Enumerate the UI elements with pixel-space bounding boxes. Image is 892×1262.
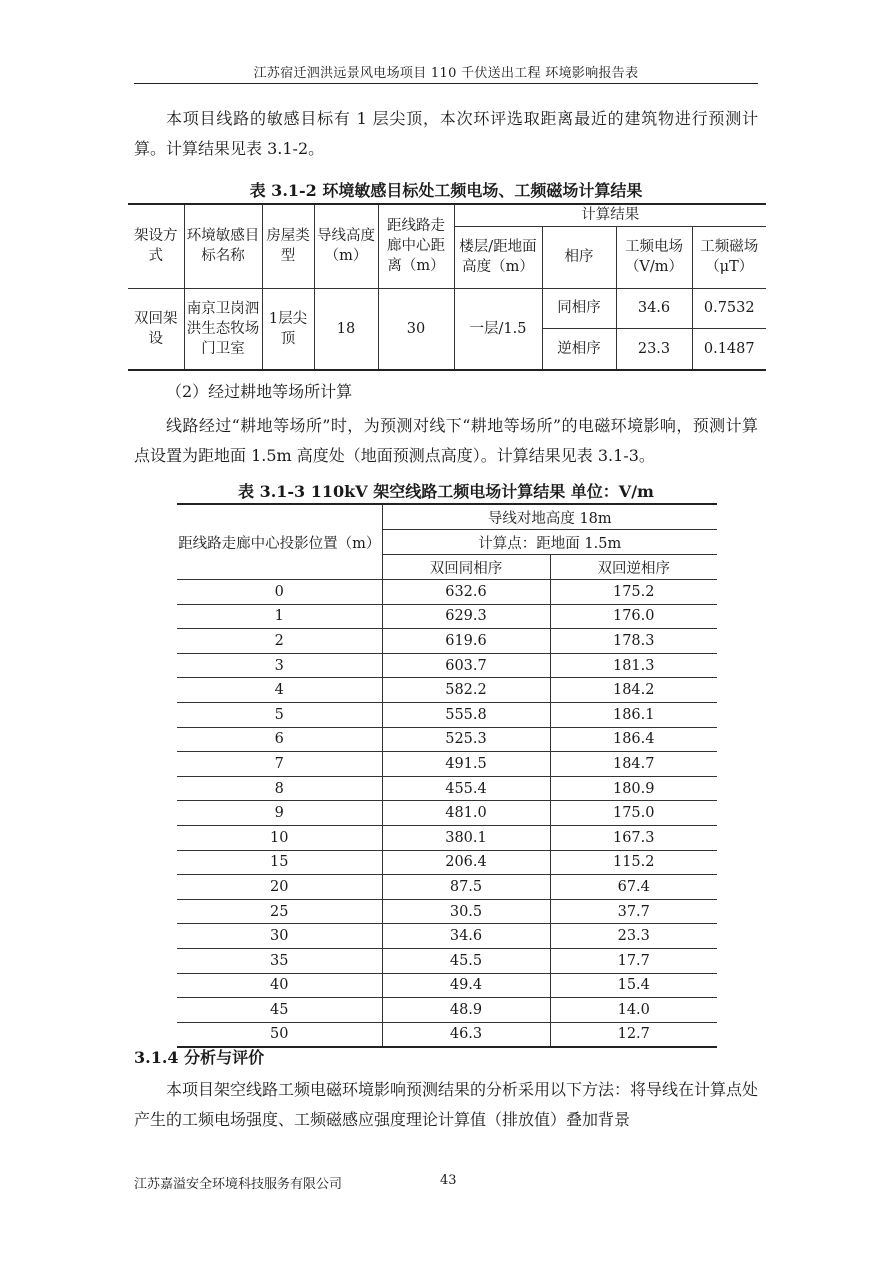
table-row xyxy=(177,752,717,777)
cell-same-phase: 455.4 xyxy=(382,776,550,801)
th-position: 距线路走廊中心投影位置（m） xyxy=(177,504,382,580)
analysis-paragraph: 本项目架空线路工频电磁环境影响预测结果的分析采用以下方法：将导线在计算点处产生的工频电场强度、工频磁感应强度理论计算值（排放值）叠加背景 xyxy=(134,1080,759,1129)
intro-paragraph: 本项目线路的敏感目标有 1 层尖顶，本次环评选取距离最近的建筑物进行预测计算。计算结果见表 3.1-2。 xyxy=(134,109,758,158)
sub2-heading: （2）经过耕地等场所计算 xyxy=(166,382,353,401)
cell-reverse-phase: 180.9 xyxy=(550,776,717,801)
header-rule xyxy=(134,83,758,84)
table-row xyxy=(177,629,717,654)
th-line-height: 导线对地高度 18m xyxy=(382,504,717,530)
cell-position: 6 xyxy=(177,727,382,752)
section-title: 3.1.4 分析与评价 xyxy=(134,1048,265,1067)
table-row xyxy=(177,801,717,826)
cell-same-phase: 380.1 xyxy=(382,825,550,850)
th-floor: 楼层/距地面高度（m） xyxy=(454,226,542,288)
table-row xyxy=(177,899,717,924)
table-row xyxy=(177,580,717,605)
th-distance: 距线路走廊中心距离（m） xyxy=(378,204,454,288)
cell-same-phase: 87.5 xyxy=(382,875,550,900)
cell-same-phase: 619.6 xyxy=(382,629,550,654)
th-reverse-phase: 双回逆相序 xyxy=(550,555,717,580)
cell-same-phase: 49.4 xyxy=(382,973,550,998)
cell-reverse-phase: 15.4 xyxy=(550,973,717,998)
table2-caption: 表 3.1-3 110kV 架空线路工频电场计算结果 单位：V/m xyxy=(238,482,654,501)
cell-same-phase: 30.5 xyxy=(382,899,550,924)
table-row xyxy=(177,653,717,678)
sub2-paragraph: 线路经过“耕地等场所”时，为预测对线下“耕地等场所”的电磁环境影响，预测计算点设置为距地面 1.5m 高度处（地面预测点高度）。计算结果见表 3.1-3。 xyxy=(134,416,758,465)
cell-position: 8 xyxy=(177,776,382,801)
cell-reverse-phase: 178.3 xyxy=(550,629,717,654)
cell-reverse-phase: 23.3 xyxy=(550,924,717,949)
cell-distance: 30 xyxy=(378,288,454,370)
cell-position: 10 xyxy=(177,825,382,850)
cell-position: 3 xyxy=(177,653,382,678)
cell-reverse-phase: 37.7 xyxy=(550,899,717,924)
cell-phase-1: 同相序 xyxy=(542,288,616,328)
cell-position: 9 xyxy=(177,801,382,826)
cell-same-phase: 582.2 xyxy=(382,678,550,703)
th-bfield: 工频磁场（μT） xyxy=(692,226,766,288)
footer-company: 江苏嘉溢安全环境科技服务有限公司 xyxy=(134,1177,343,1192)
cell-erection: 双回架设 xyxy=(128,288,184,370)
cell-position: 2 xyxy=(177,629,382,654)
cell-floor: 一层/1.5 xyxy=(454,288,542,370)
cell-position: 50 xyxy=(177,1022,382,1047)
th-height: 导线高度（m） xyxy=(314,204,378,288)
page-number: 43 xyxy=(440,1173,457,1188)
cell-position: 45 xyxy=(177,998,382,1023)
cell-same-phase: 603.7 xyxy=(382,653,550,678)
table-row xyxy=(177,678,717,703)
th-erection: 架设方式 xyxy=(128,204,184,288)
table-row xyxy=(177,776,717,801)
cell-reverse-phase: 184.7 xyxy=(550,752,717,777)
cell-same-phase: 491.5 xyxy=(382,752,550,777)
th-same-phase: 双回同相序 xyxy=(382,555,550,580)
cell-efield-1: 34.6 xyxy=(616,288,692,328)
cell-same-phase: 48.9 xyxy=(382,998,550,1023)
cell-same-phase: 34.6 xyxy=(382,924,550,949)
table-row xyxy=(177,702,717,727)
table-row xyxy=(177,948,717,973)
cell-target: 南京卫岗泗洪生态牧场门卫室 xyxy=(184,288,262,370)
table1-caption: 表 3.1-2 环境敏感目标处工频电场、工频磁场计算结果 xyxy=(249,181,643,200)
cell-same-phase: 206.4 xyxy=(382,850,550,875)
table-row xyxy=(177,998,717,1023)
table-row xyxy=(177,604,717,629)
cell-phase-2: 逆相序 xyxy=(542,328,616,370)
cell-reverse-phase: 186.1 xyxy=(550,702,717,727)
table-row xyxy=(177,825,717,850)
th-result: 计算结果 xyxy=(454,204,766,226)
cell-reverse-phase: 186.4 xyxy=(550,727,717,752)
cell-position: 1 xyxy=(177,604,382,629)
cell-reverse-phase: 17.7 xyxy=(550,948,717,973)
table-row xyxy=(177,875,717,900)
cell-reverse-phase: 167.3 xyxy=(550,825,717,850)
table-row xyxy=(177,924,717,949)
cell-position: 35 xyxy=(177,948,382,973)
cell-bfield-1: 0.7532 xyxy=(692,288,766,328)
cell-reverse-phase: 181.3 xyxy=(550,653,717,678)
cell-same-phase: 45.5 xyxy=(382,948,550,973)
cell-position: 4 xyxy=(177,678,382,703)
cell-position: 15 xyxy=(177,850,382,875)
cell-position: 0 xyxy=(177,580,382,605)
table-3-1-3 xyxy=(177,503,717,1048)
cell-same-phase: 525.3 xyxy=(382,727,550,752)
table-3-1-2 xyxy=(128,203,766,371)
table-row xyxy=(177,973,717,998)
table-row xyxy=(177,850,717,875)
cell-reverse-phase: 115.2 xyxy=(550,850,717,875)
th-efield: 工频电场（V/m） xyxy=(616,226,692,288)
cell-same-phase: 481.0 xyxy=(382,801,550,826)
cell-reverse-phase: 12.7 xyxy=(550,1022,717,1047)
cell-reverse-phase: 175.2 xyxy=(550,580,717,605)
th-house: 房屋类型 xyxy=(262,204,314,288)
page-header: 江苏宿迁泗洪远景风电场项目 110 千伏送出工程 环境影响报告表 xyxy=(253,66,639,81)
cell-height: 18 xyxy=(314,288,378,370)
cell-same-phase: 555.8 xyxy=(382,702,550,727)
cell-position: 30 xyxy=(177,924,382,949)
th-phase: 相序 xyxy=(542,226,616,288)
th-target: 环境敏感目标名称 xyxy=(184,204,262,288)
cell-position: 5 xyxy=(177,702,382,727)
cell-reverse-phase: 184.2 xyxy=(550,678,717,703)
cell-same-phase: 46.3 xyxy=(382,1022,550,1047)
cell-house: 1层尖顶 xyxy=(262,288,314,370)
cell-position: 40 xyxy=(177,973,382,998)
table-row xyxy=(177,1022,717,1047)
table-row xyxy=(177,727,717,752)
cell-same-phase: 632.6 xyxy=(382,580,550,605)
cell-reverse-phase: 175.0 xyxy=(550,801,717,826)
cell-efield-2: 23.3 xyxy=(616,328,692,370)
cell-reverse-phase: 67.4 xyxy=(550,875,717,900)
cell-position: 25 xyxy=(177,899,382,924)
cell-position: 7 xyxy=(177,752,382,777)
th-calc-point: 计算点：距地面 1.5m xyxy=(382,530,717,555)
cell-bfield-2: 0.1487 xyxy=(692,328,766,370)
cell-position: 20 xyxy=(177,875,382,900)
cell-same-phase: 629.3 xyxy=(382,604,550,629)
cell-reverse-phase: 14.0 xyxy=(550,998,717,1023)
cell-reverse-phase: 176.0 xyxy=(550,604,717,629)
